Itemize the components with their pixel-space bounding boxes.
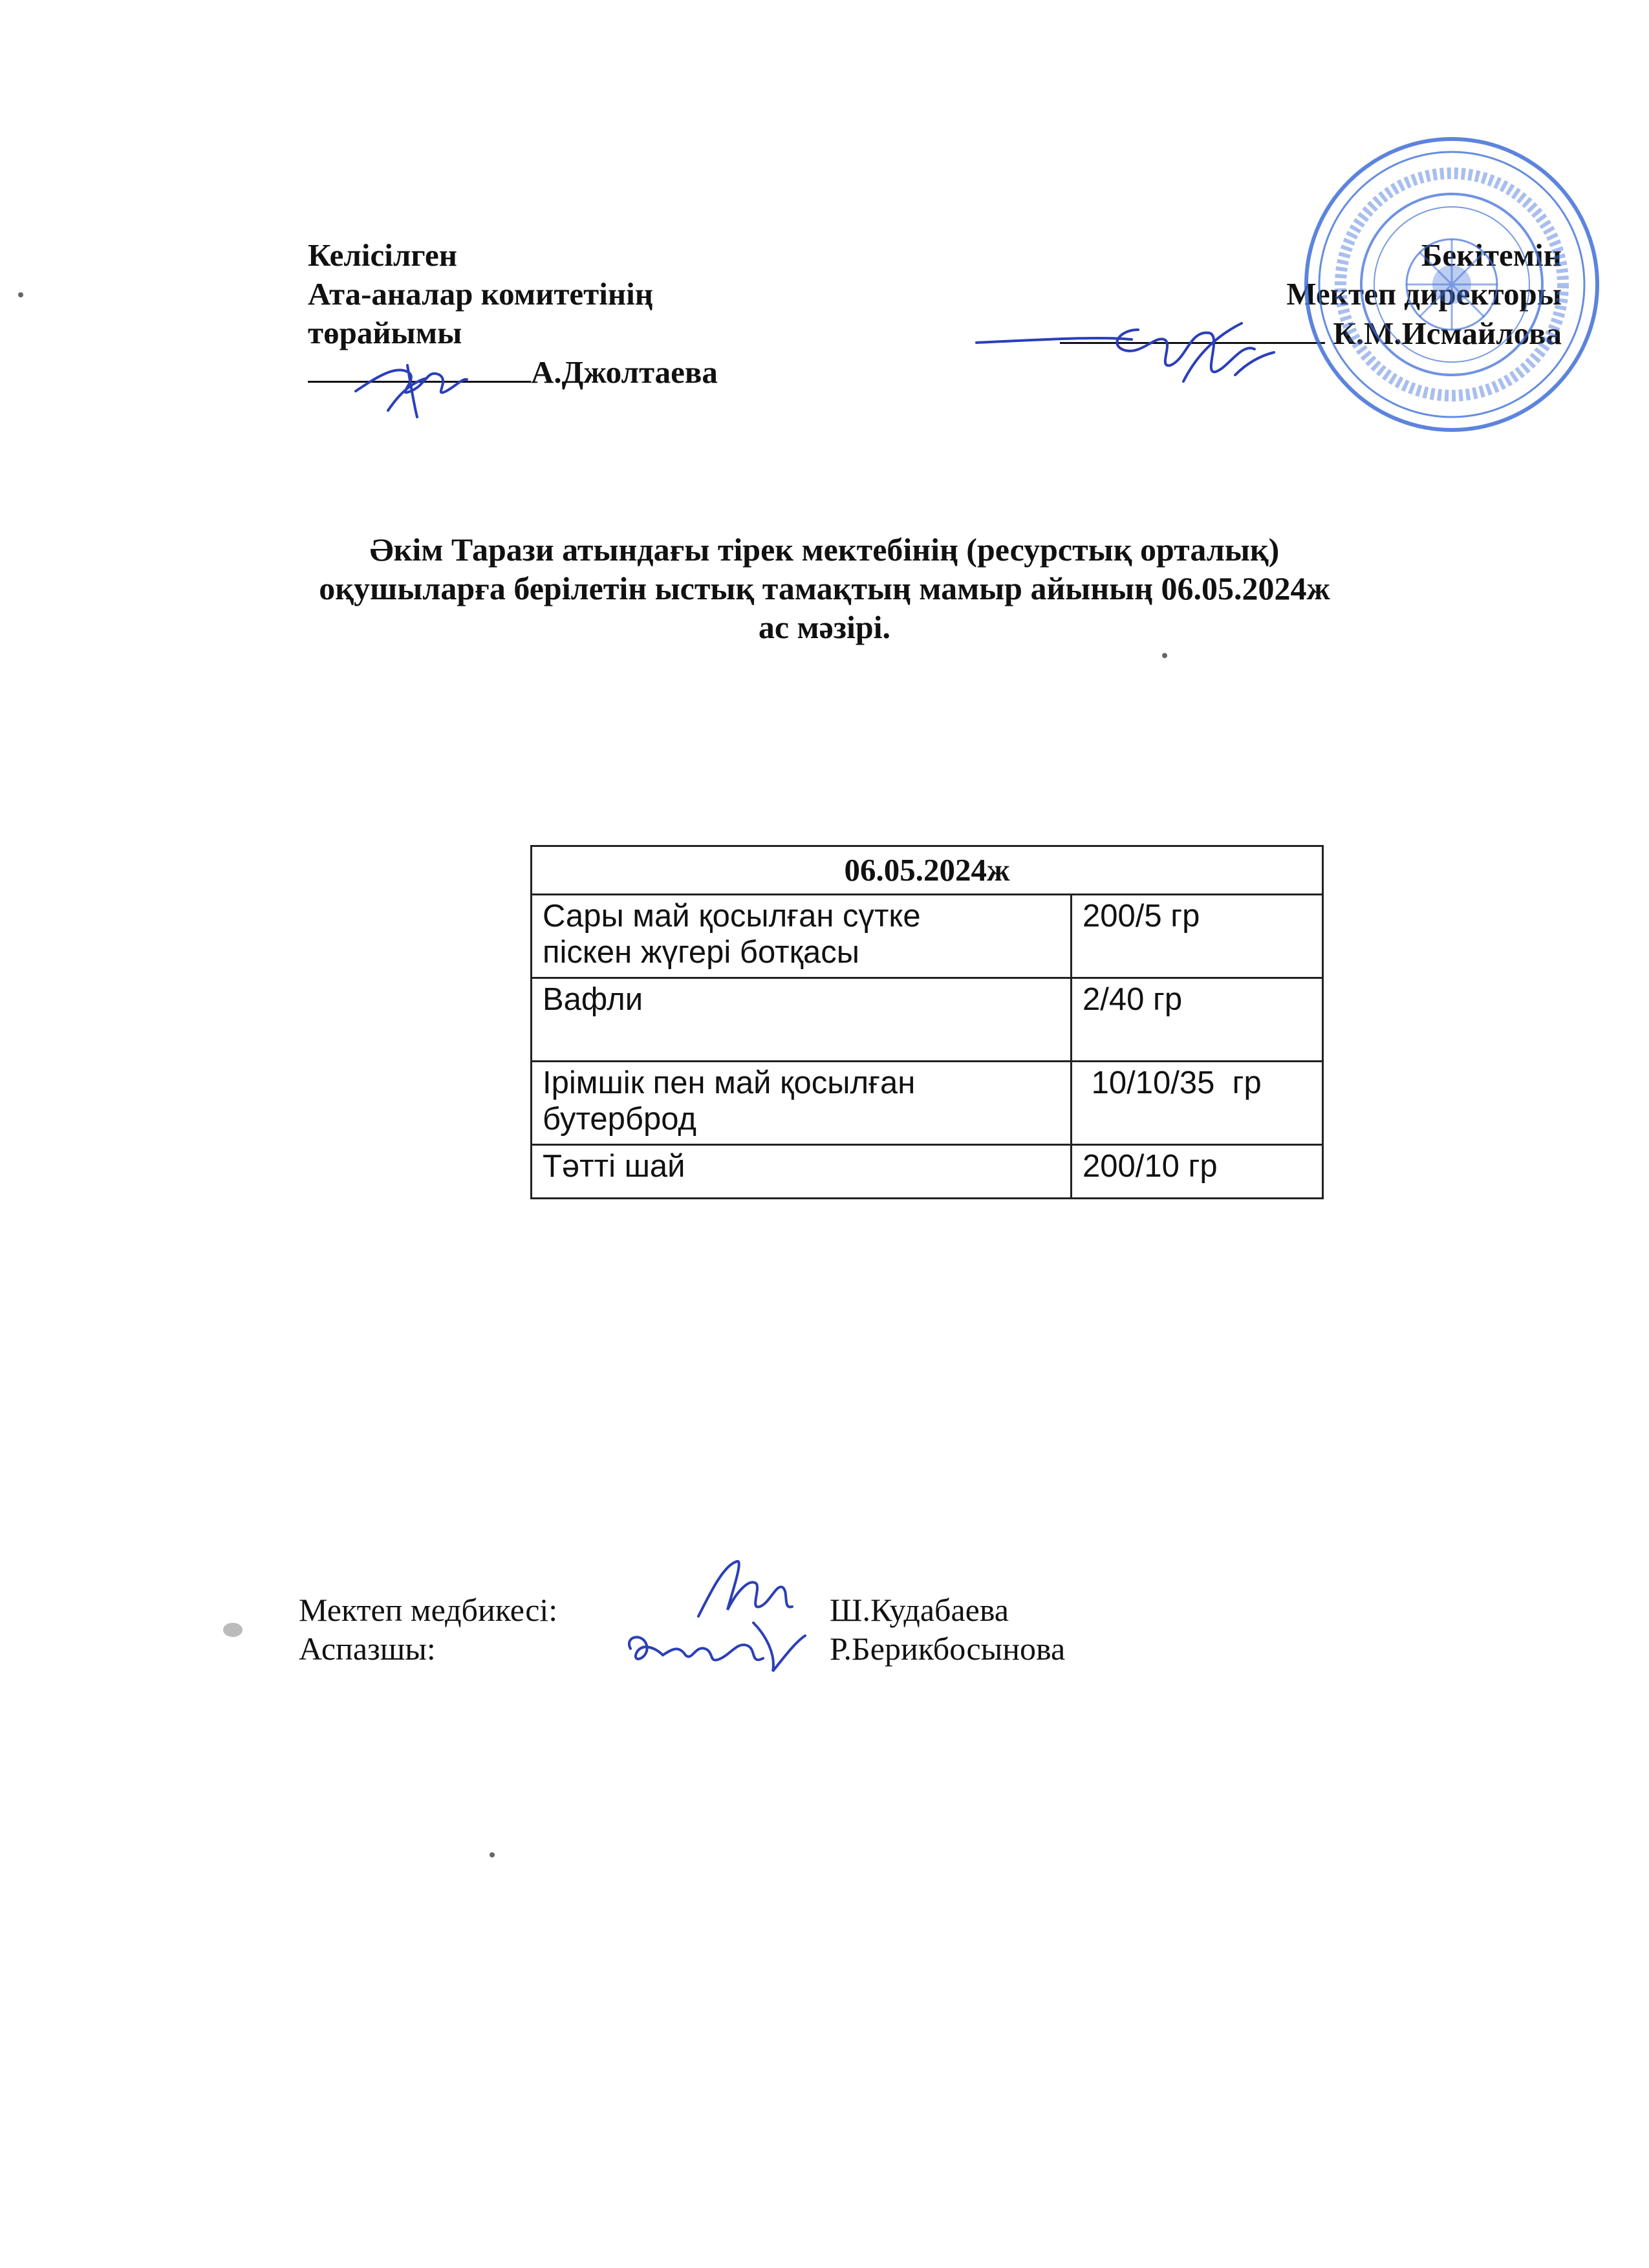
dish-name-line: Ірімшік пен май қосылған: [543, 1065, 916, 1100]
table-header-date: 06.05.2024ж: [532, 846, 1323, 895]
staff-name-cook: Р.Берикбосынова: [830, 1631, 1066, 1667]
approval-right-name: К.М.Исмайлова: [1333, 316, 1562, 351]
signature-right: [970, 304, 1280, 394]
dish-name-line: Тәтті шай: [543, 1149, 685, 1184]
table-row: [532, 1062, 1323, 1145]
dish-portion: 10/10/35 гр: [1072, 1062, 1323, 1145]
official-stamp: [1300, 133, 1604, 436]
document-title: [0, 530, 1649, 647]
title-line-1: Әкім Тарази атындағы тірек мектебінің (ресурстық орталық): [369, 531, 1280, 568]
signature-cook: [618, 1610, 812, 1681]
staff-role-nurse: Мектеп медбикесі:: [299, 1592, 558, 1628]
dish-name-line: піскен жүгері ботқасы: [543, 935, 859, 970]
scan-speck: [1162, 653, 1167, 658]
dish-name-line: Вафли: [543, 982, 643, 1017]
approval-left-label: Келісілген: [308, 237, 457, 273]
table-header-row: [532, 846, 1323, 895]
table-row: [532, 895, 1323, 978]
approval-right-role: Мектеп директоры: [1286, 276, 1562, 312]
signature-left: [349, 352, 472, 423]
dish-name: [532, 978, 1072, 1062]
title-line-2: оқушыларға берілетін ыстық тамақтың мамыр айының 06.05.2024ж: [319, 570, 1330, 606]
dish-name-line: Сары май қосылған сүтке: [543, 899, 921, 934]
staff-role-cook: Аспазшы:: [299, 1631, 436, 1667]
approval-right-label: Бекітемін: [1421, 237, 1562, 273]
dish-name: [532, 895, 1072, 978]
staff-name-nurse: Ш.Кудабаева: [830, 1592, 1009, 1628]
scan-speck: [223, 1623, 242, 1637]
menu-table: [530, 845, 1324, 1199]
approval-left-committee: Ата-аналар комитетінің: [308, 276, 653, 312]
approval-left-name: А.Джолтаева: [531, 354, 718, 390]
dish-portion: 200/10 гр: [1072, 1145, 1323, 1199]
dish-name-line: бутерброд: [543, 1102, 696, 1137]
table-row: [532, 978, 1323, 1062]
staff-names: [830, 1590, 1065, 1668]
dish-portion: 200/5 гр: [1072, 895, 1323, 978]
staff-roles: [299, 1590, 557, 1668]
title-line-3: ас мәзірі.: [758, 609, 891, 645]
dish-name: [532, 1062, 1072, 1145]
table-row: [532, 1145, 1323, 1199]
approval-left-role: төрайымы: [308, 315, 462, 350]
scan-speck: [490, 1852, 495, 1857]
scan-speck: [18, 292, 23, 297]
dish-name: [532, 1145, 1072, 1199]
dish-portion: 2/40 гр: [1072, 978, 1323, 1062]
